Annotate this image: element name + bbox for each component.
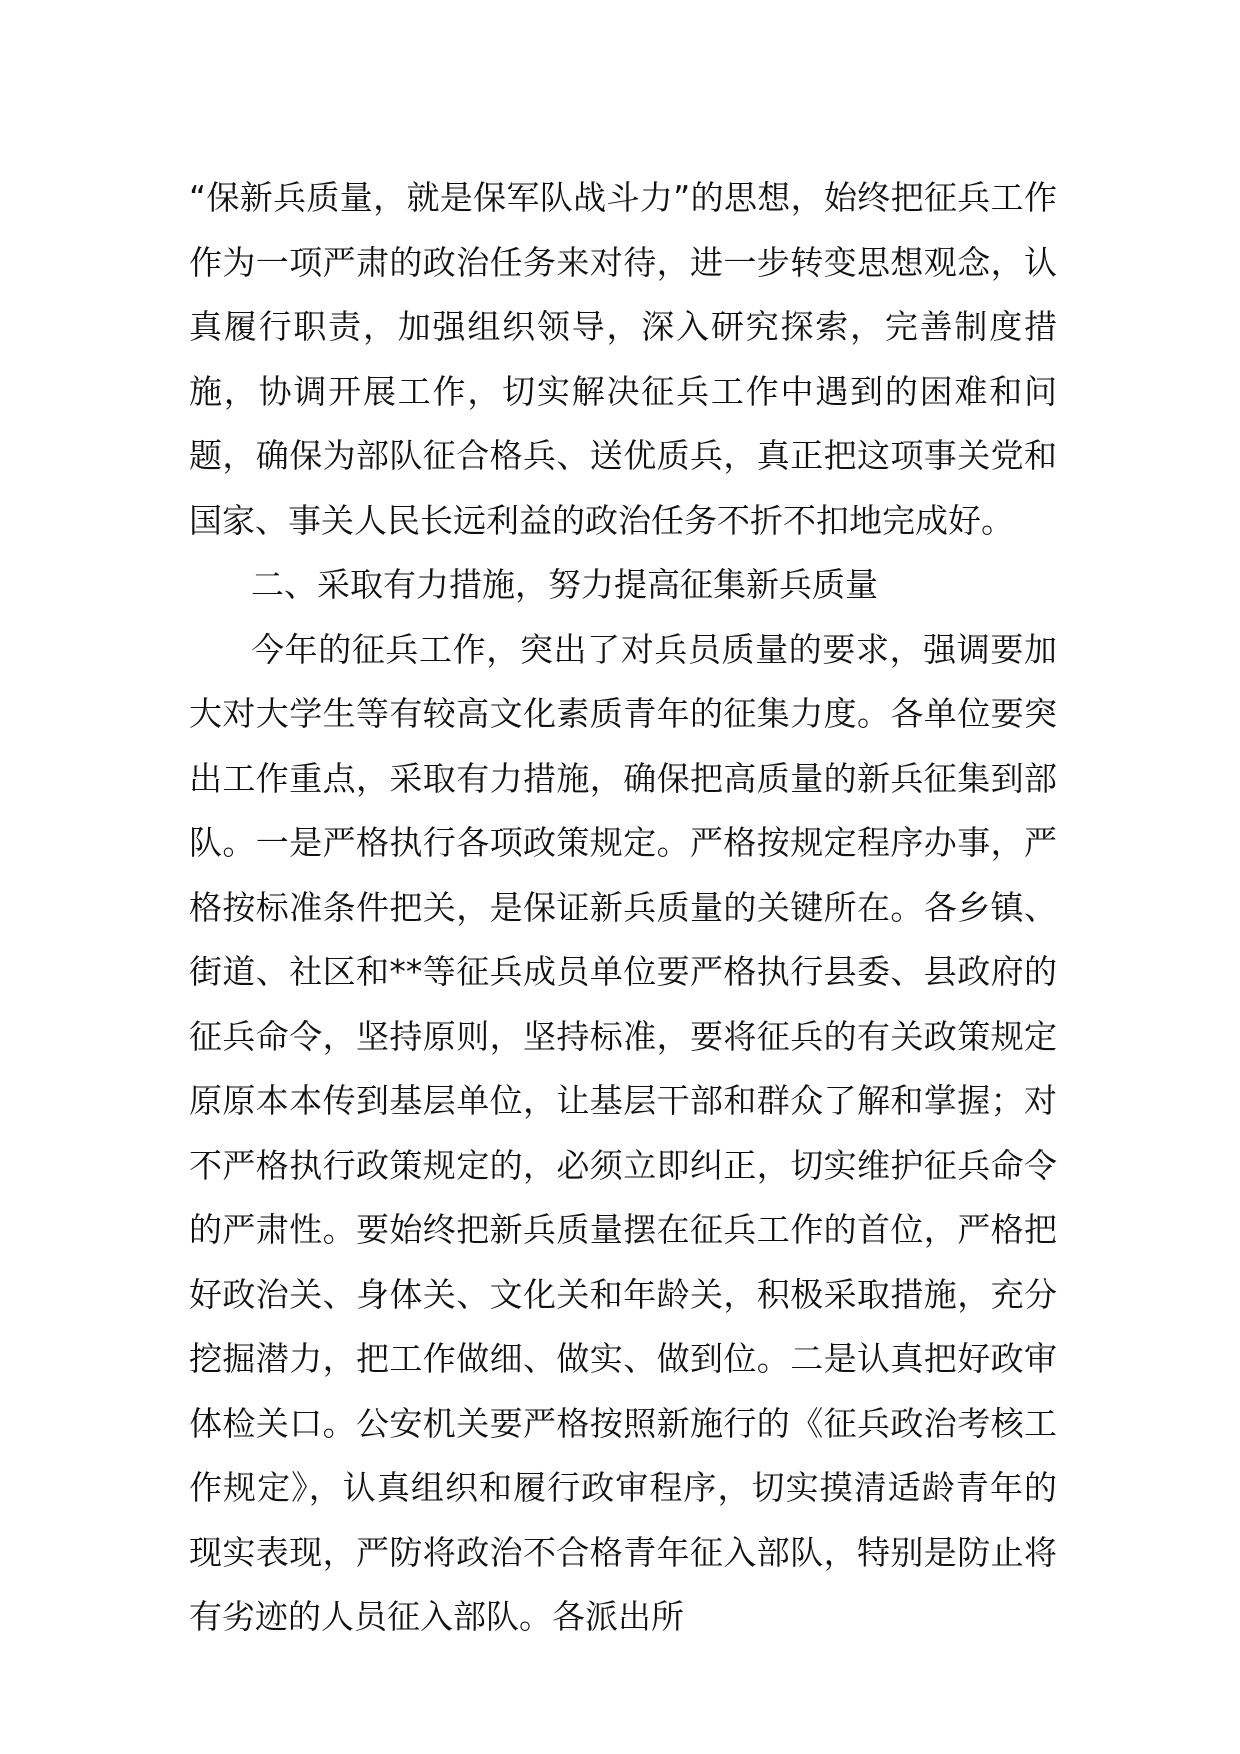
document-body <box>189 166 1057 1650</box>
section-heading: 二、采取有力措施，努力提高征集新兵质量 <box>251 565 878 604</box>
paragraph-continued: “保新兵质量，就是保军队战斗力”的思想，始终把征兵工作作为一项严肃的政治任务来对待，进一步转变思想观念，认真履行职责，加强组织领导，深入研究探索，完善制度措施，协调开展工作，切实解决征兵工作中遇到的困难和问题，确保为部队征合格兵、送优质兵，真正把这项事关党和国家、事关人民长远利益的政治任务不折不扣地完成好。 <box>189 178 1057 540</box>
paragraph-measures: 今年的征兵工作，突出了对兵员质量的要求，强调要加大对大学生等有较高文化素质青年的征集力度。各单位要突出工作重点，采取有力措施，确保把高质量的新兵征集到部队。一是严格执行各项政策规定。严格按规定程序办事，严格按标准条件把关，是保证新兵质量的关键所在。各乡镇、街道、社区和**等征兵成员单位要严格执行县委、县政府的征兵命令，坚持原则，坚持标准，要将征兵的有关政策规定原原本本传到基层单位，让基层干部和群众了解和掌握；对不严格执行政策规定的，必须立即纠正，切实维护征兵命令的严肃性。要始终把新兵质量摆在征兵工作的首位，严格把好政治关、身体关、文化关和年龄关，积极采取措施，充分挖掘潜力，把工作做细、做实、做到位。二是认真把好政审体检关口。公安机关要严格按照新施行的《征兵政治考核工作规定》，认真组织和履行政审程序，切实摸清适龄青年的现实表现，严防将政治不合格青年征入部队，特别是防止将有劣迹的人员征入部队。各派出所 <box>189 629 1057 1636</box>
